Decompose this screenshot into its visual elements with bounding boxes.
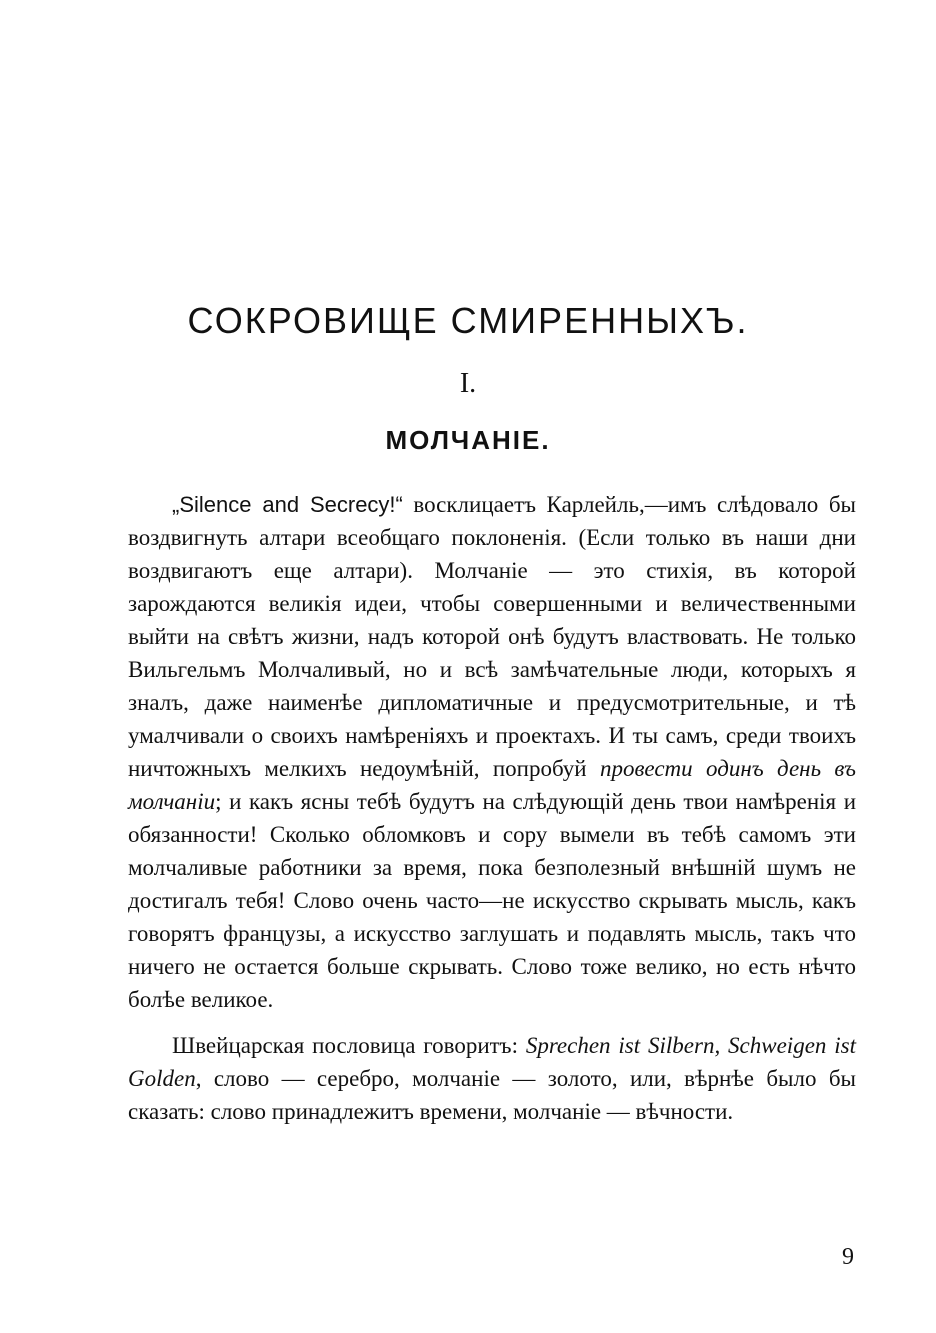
paragraph-2 <box>128 1029 856 1128</box>
text-segment: „Silence and Secrecy!“ <box>172 492 403 517</box>
body-text <box>128 488 856 1128</box>
text-segment: Швейцарская пословица говоритъ: <box>172 1033 526 1058</box>
page-number: 9 <box>842 1244 854 1270</box>
page-title: СОКРОВИЩЕ СМИРЕННЫХЪ. <box>187 300 749 341</box>
chapter-title: МОЛЧАНIЕ. <box>385 425 551 455</box>
text-segment: Sprechen ist Silbern, Schweigen ist Golden <box>128 1033 856 1091</box>
text-segment: провести одинъ день въ молчанiи <box>128 756 856 814</box>
text-segment: ; и какъ ясны тебѣ будутъ на слѣдующiй день твои намѣренiя и обязанности! Сколько обломковъ и сору вымели въ тебѣ самомъ эти молчаливые работники за время, пока безполезный внѣшнiй шумъ не достигалъ тебя! Слово очень часто—не искусство скрывать мысль, какъ говорятъ французы, а искусство заглушать и подавлять мысль, такъ что ничего не остается больше скрывать. Слово тоже велико, но есть нѣчто болѣе великое. <box>128 789 856 1012</box>
text-segment: восклицаетъ Карлейль,—имъ слѣдовало бы воздвигнуть алтари всеобщаго поклоненiя. (Если только въ наши дни воздвигаютъ еще алтари). Молчанiе — это стихiя, въ которой зарождаются великiя идеи, чтобы совершенными и величественными выйти на свѣтъ жизни, надъ которой онѣ будутъ властвовать. Не только Вильгельмъ Молчаливый, но и всѣ замѣчательные люди, которыхъ я зналъ, даже наименѣе дипломатичные и предусмотрительные, и тѣ умалчивали о своихъ намѣренiяхъ и проектахъ. И ты самъ, среди твоихъ ничтожныхъ мелкихъ недоумѣнiй, попробуй <box>128 492 856 781</box>
text-segment: , слово — серебро, молчанiе — золото, или, вѣрнѣе было бы сказать: слово принадлежитъ времени, молчанiе — вѣчности. <box>128 1066 856 1124</box>
paragraph-1 <box>128 488 856 1016</box>
chapter-number: I. <box>459 368 477 399</box>
